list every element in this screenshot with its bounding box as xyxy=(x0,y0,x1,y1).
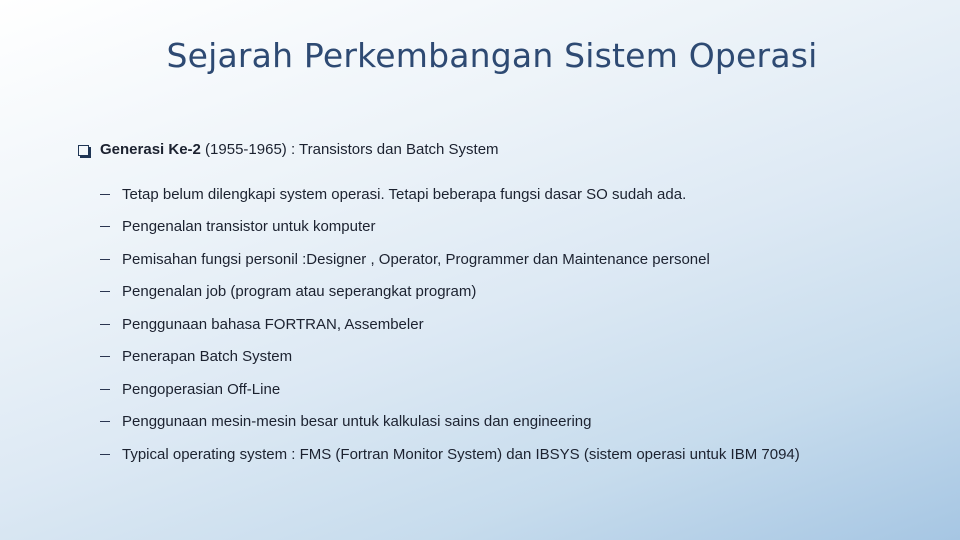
list-item xyxy=(100,341,800,374)
list-item xyxy=(100,438,800,471)
dash-bullet-icon xyxy=(100,421,110,422)
list-item xyxy=(100,211,800,244)
list-item-text: Penerapan Batch System xyxy=(122,348,293,366)
list-item-text: Penggunaan bahasa FORTRAN, Assembeler xyxy=(122,315,424,333)
dash-bullet-icon xyxy=(100,259,110,260)
list-item xyxy=(100,308,800,341)
list-item-text: Pengenalan transistor untuk komputer xyxy=(122,218,376,236)
list-item-text: Pemisahan fungsi personil :Designer , Operator, Programmer dan Maintenance personel xyxy=(122,250,710,268)
dash-bullet-icon xyxy=(100,389,110,390)
dash-bullet-icon xyxy=(100,356,110,357)
list-item xyxy=(100,178,800,211)
main-bullet-text xyxy=(100,141,499,158)
list-item-text: Penggunaan mesin-mesin besar untuk kalkulasi sains dan engineering xyxy=(122,413,592,431)
slide-title: Sejarah Perkembangan Sistem Operasi xyxy=(166,36,818,75)
list-item-text: Typical operating system : FMS (Fortran Monitor System) dan IBSYS (sistem operasi untuk IBM 7094) xyxy=(122,445,800,463)
main-bullet xyxy=(78,141,499,158)
sub-bullet-list xyxy=(100,178,800,471)
list-item-text: Pengoperasian Off-Line xyxy=(122,380,281,398)
list-item-text: Pengenalan job (program atau seperangkat program) xyxy=(122,283,477,301)
list-item xyxy=(100,276,800,309)
list-item xyxy=(100,243,800,276)
dash-bullet-icon xyxy=(100,291,110,292)
dash-bullet-icon xyxy=(100,194,110,195)
list-item-text: Tetap belum dilengkapi system operasi. Tetapi beberapa fungsi dasar SO sudah ada. xyxy=(122,185,687,203)
list-item xyxy=(100,406,800,439)
checkbox-bullet-icon xyxy=(78,145,89,156)
dash-bullet-icon xyxy=(100,324,110,325)
dash-bullet-icon xyxy=(100,454,110,455)
main-bullet-bold: Generasi Ke-2 xyxy=(100,141,201,158)
list-item xyxy=(100,373,800,406)
main-bullet-rest: (1955-1965) : Transistors dan Batch System xyxy=(200,141,499,158)
dash-bullet-icon xyxy=(100,226,110,227)
